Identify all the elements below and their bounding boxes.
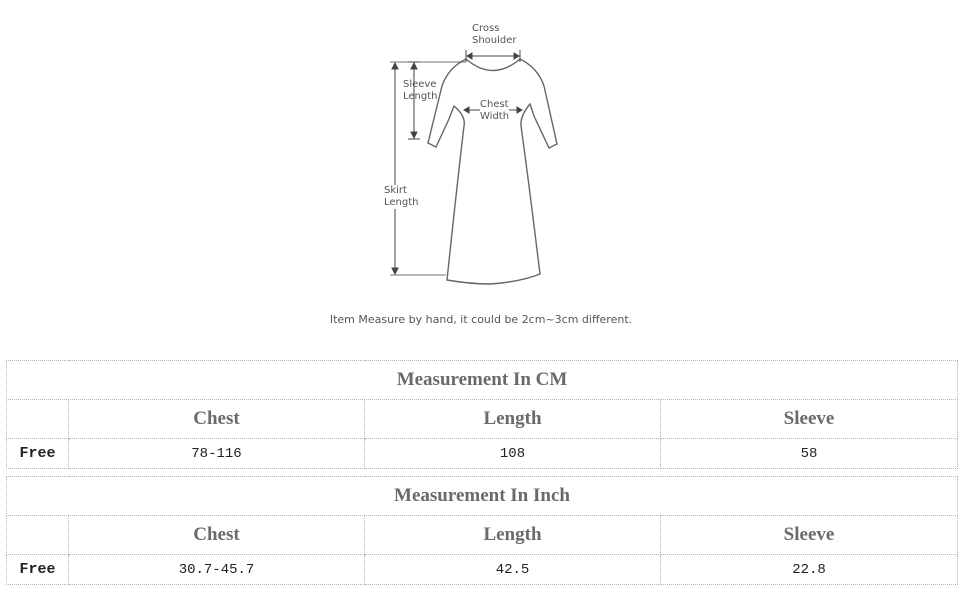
table-title-row <box>7 477 958 516</box>
header-sleeve: Sleeve <box>661 400 958 439</box>
skirt-length-label: Skirt Length <box>384 185 419 208</box>
size-diagram <box>370 16 580 294</box>
header-blank-cell <box>7 400 69 439</box>
header-sleeve: Sleeve <box>661 516 958 555</box>
size-table-inch <box>6 476 958 585</box>
table-row <box>7 555 958 585</box>
dress-outline-illustration <box>370 16 580 294</box>
table-title-row <box>7 361 958 400</box>
value-sleeve: 22.8 <box>661 555 958 585</box>
row-label-free: Free <box>7 439 69 469</box>
value-chest: 30.7-45.7 <box>69 555 365 585</box>
header-length: Length <box>365 400 661 439</box>
measurement-note: Item Measure by hand, it could be 2cm~3cm different. <box>329 313 633 326</box>
table-header-row <box>7 516 958 555</box>
table-header-row <box>7 400 958 439</box>
table-title: Measurement In Inch <box>7 477 958 516</box>
table-title: Measurement In CM <box>7 361 958 400</box>
value-length: 108 <box>365 439 661 469</box>
cross-shoulder-label: Cross Shoulder <box>472 23 517 46</box>
table-row <box>7 439 958 469</box>
sleeve-length-label: Sleeve Length <box>403 79 438 102</box>
chest-width-label: Chest Width <box>480 99 510 122</box>
size-table-cm <box>6 360 958 469</box>
row-label-free: Free <box>7 555 69 585</box>
header-chest: Chest <box>69 400 365 439</box>
value-sleeve: 58 <box>661 439 958 469</box>
header-blank-cell <box>7 516 69 555</box>
value-chest: 78-116 <box>69 439 365 469</box>
header-chest: Chest <box>69 516 365 555</box>
header-length: Length <box>365 516 661 555</box>
value-length: 42.5 <box>365 555 661 585</box>
